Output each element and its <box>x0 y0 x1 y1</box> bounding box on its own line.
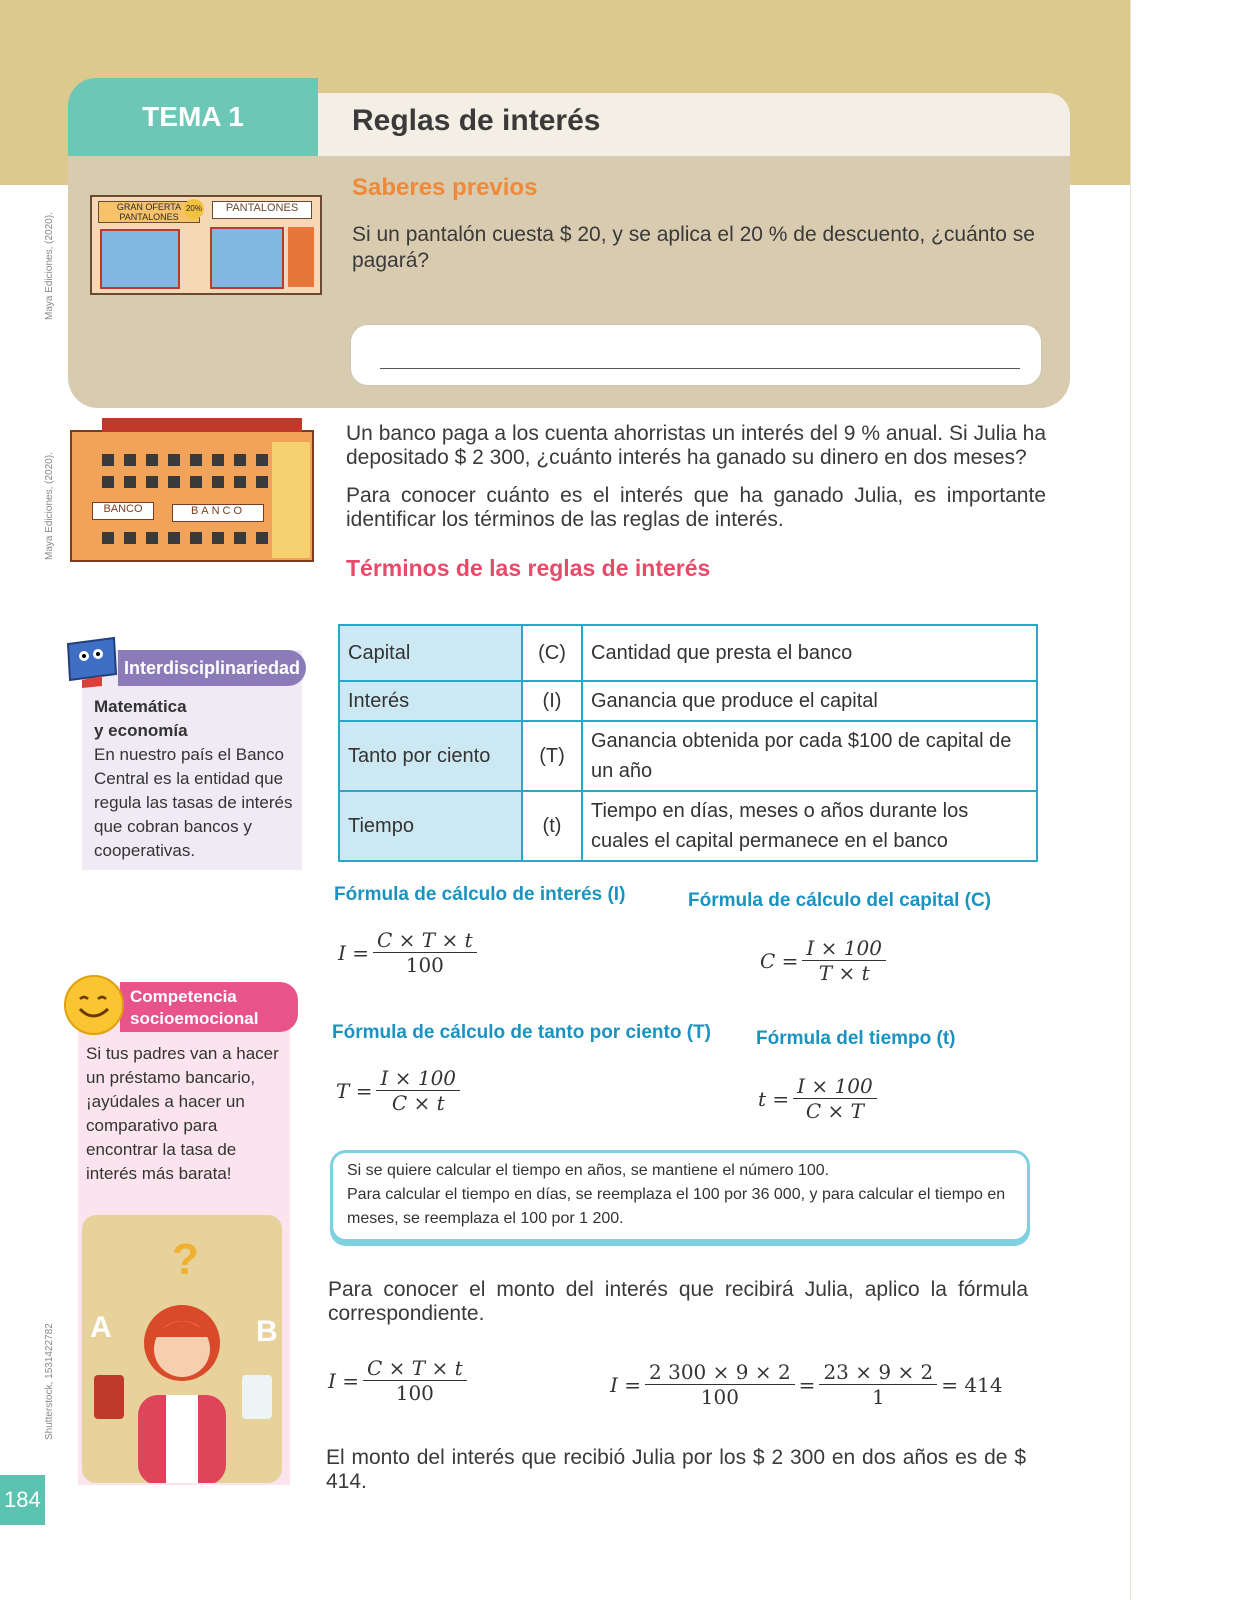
fraction <box>376 1066 460 1115</box>
letter-a: A <box>90 1311 112 1344</box>
credit-shop: Maya Ediciones, (2020). <box>44 212 55 320</box>
formula-tiempo-title: Fórmula del tiempo (t) <box>756 1028 956 1049</box>
table-row <box>339 625 1037 681</box>
shop-illustration <box>90 195 322 295</box>
smiley-face-icon <box>66 977 122 1033</box>
bank-windows-row <box>102 532 272 544</box>
fraction <box>802 936 886 985</box>
symbol-cell: (C) <box>522 625 582 681</box>
shop-window-right <box>210 227 284 289</box>
question-mark-icon: ? <box>172 1235 199 1284</box>
girl-figure-icon <box>82 1285 282 1483</box>
fraction <box>819 1360 937 1409</box>
competencia-body: Si tus padres van a hacer un préstamo bancario, ¡ayúdales a hacer un comparativo para encontrar la tasa de interés más barata! <box>86 1044 279 1183</box>
shop-discount-badge: 20% <box>184 199 204 219</box>
tema-label: TEMA 1 <box>142 101 244 132</box>
formula-lhs: t = <box>758 1086 790 1111</box>
formula-tanto-title: Fórmula de cálculo de tanto por ciento (T) <box>332 1022 711 1043</box>
credit-shutterstock: Shutterstock, 1531422782 <box>44 1323 55 1440</box>
numerator: C × T × t <box>363 1356 467 1381</box>
description-cell: Ganancia que produce el capital <box>582 681 1037 721</box>
credit-bank: Maya Ediciones, (2020). <box>44 452 55 560</box>
table-row <box>339 791 1037 861</box>
saberes-question: Si un pantalón cuesta $ 20, y se aplica el 20 % de descuento, ¿cuánto se pagará? <box>352 223 1035 272</box>
denominator: 100 <box>700 1385 739 1409</box>
formula-lhs: I = <box>338 940 370 965</box>
term-cell: Tiempo <box>339 791 522 861</box>
bank-label-left: BANCO <box>92 502 154 520</box>
interd-subtitle-1: Matemática <box>94 697 187 716</box>
symbol-cell: (I) <box>522 681 582 721</box>
description-cell: Ganancia obtenida por cada $100 de capital de un año <box>582 721 1037 791</box>
fraction <box>363 1356 467 1405</box>
symbol-cell: (t) <box>522 791 582 861</box>
numerator: I × 100 <box>376 1066 460 1091</box>
formula-capital <box>760 936 886 985</box>
page-edge <box>1130 0 1236 1600</box>
smiley-icon <box>64 975 124 1035</box>
term-cell: Tanto por ciento <box>339 721 522 791</box>
denominator: 100 <box>405 953 444 977</box>
shop-offer-sign: GRAN OFERTA PANTALONES <box>98 201 200 223</box>
letter-b: B <box>256 1315 278 1348</box>
fraction <box>793 1074 877 1123</box>
note-line-2: Para calcular el tiempo en días, se reemplaza el 100 por 36 000, y para calcular el tiempo en meses, se reemplaza el 100 por 1 200. <box>347 1186 1006 1227</box>
denominator: 100 <box>395 1381 434 1405</box>
denominator: C × t <box>391 1091 445 1115</box>
formula-capital-title: Fórmula de cálculo del capital (C) <box>688 890 992 911</box>
bank-label-right: BANCO <box>172 504 264 522</box>
problem-statement: Un banco paga a los cuenta ahorristas un interés del 9 % anual. Si Julia ha depositado $ 2 300, ¿cuánto interés ha ganado su dinero en dos meses? <box>346 422 1046 469</box>
description-cell: Cantidad que presta el banco <box>582 625 1037 681</box>
answer-box[interactable] <box>350 324 1042 386</box>
fraction <box>645 1360 795 1409</box>
competencia-head-line-1: Competencia <box>130 987 237 1006</box>
bank-illustration <box>70 430 314 562</box>
solution-formula-applied <box>610 1360 1003 1409</box>
description-cell: Tiempo en días, meses o años durante los cuales el capital permanece en el banco <box>582 791 1037 861</box>
formula-lhs: C = <box>760 948 799 973</box>
interdisciplinariedad-label: Interdisciplinariedad <box>124 657 301 678</box>
denominator: T × t <box>818 961 870 985</box>
formula-interes-title: Fórmula de cálculo de interés (I) <box>334 884 626 905</box>
term-cell: Interés <box>339 681 522 721</box>
note-line-1: Si se quiere calcular el tiempo en años, se mantiene el número 100. <box>347 1162 830 1179</box>
symbol-cell: (T) <box>522 721 582 791</box>
table-row <box>339 721 1037 791</box>
book-icon <box>62 630 120 688</box>
bank-roof <box>102 418 302 432</box>
fraction <box>373 928 477 977</box>
bank-windows-row <box>102 454 272 466</box>
page-title: Reglas de interés <box>352 104 601 137</box>
problem-intro: Para conocer cuánto es el interés que ha ganado Julia, es importante identificar los términos de las reglas de interés. <box>346 484 1046 531</box>
interd-subtitle-2: y economía <box>94 721 188 740</box>
girl-illustration <box>82 1215 282 1483</box>
interdisciplinariedad-body <box>94 695 299 863</box>
shop-door <box>288 227 314 287</box>
interd-text: En nuestro país el Banco Central es la entidad que regula las tasas de interés que cobran bancos y cooperativas. <box>94 745 293 860</box>
result: = 414 <box>941 1372 1003 1397</box>
formula-tiempo <box>758 1074 877 1123</box>
saberes-title: Saberes previos <box>352 174 538 201</box>
denominator: C × T <box>805 1099 864 1123</box>
term-cell: Capital <box>339 625 522 681</box>
formula-lhs: T = <box>336 1078 373 1103</box>
page-number-text: 184 <box>4 1487 41 1512</box>
terms-title: Términos de las reglas de interés <box>346 555 711 581</box>
numerator: 23 × 9 × 2 <box>819 1360 937 1385</box>
note-box <box>330 1150 1030 1242</box>
terms-table <box>338 624 1038 862</box>
interdisciplinariedad-head <box>118 650 306 686</box>
table-row <box>339 681 1037 721</box>
bank-side-building <box>272 442 310 558</box>
numerator: I × 100 <box>802 936 886 961</box>
formula-lhs: I = <box>610 1372 642 1397</box>
numerator: C × T × t <box>373 928 477 953</box>
solution-conclusion: El monto del interés que recibió Julia por los $ 2 300 en dos años es de $ 414. <box>326 1446 1026 1493</box>
page-number <box>0 1475 45 1525</box>
competencia-head <box>120 982 298 1032</box>
shop-store-sign: PANTALONES <box>212 201 312 219</box>
equals-sign: = <box>798 1372 816 1397</box>
numerator: I × 100 <box>793 1074 877 1099</box>
competencia-head-line-2: socioemocional <box>130 1009 259 1028</box>
denominator: 1 <box>871 1385 885 1409</box>
tema-tab <box>68 78 318 156</box>
shop-window-left <box>100 229 180 289</box>
solution-intro: Para conocer el monto del interés que recibirá Julia, aplico la fórmula correspondiente. <box>328 1278 1028 1325</box>
answer-line <box>380 368 1020 369</box>
formula-tanto <box>336 1066 460 1115</box>
bank-windows-row <box>102 476 272 488</box>
numerator: 2 300 × 9 × 2 <box>645 1360 795 1385</box>
formula-lhs: I = <box>328 1368 360 1393</box>
formula-interes <box>338 928 477 977</box>
solution-formula-general <box>328 1356 467 1405</box>
